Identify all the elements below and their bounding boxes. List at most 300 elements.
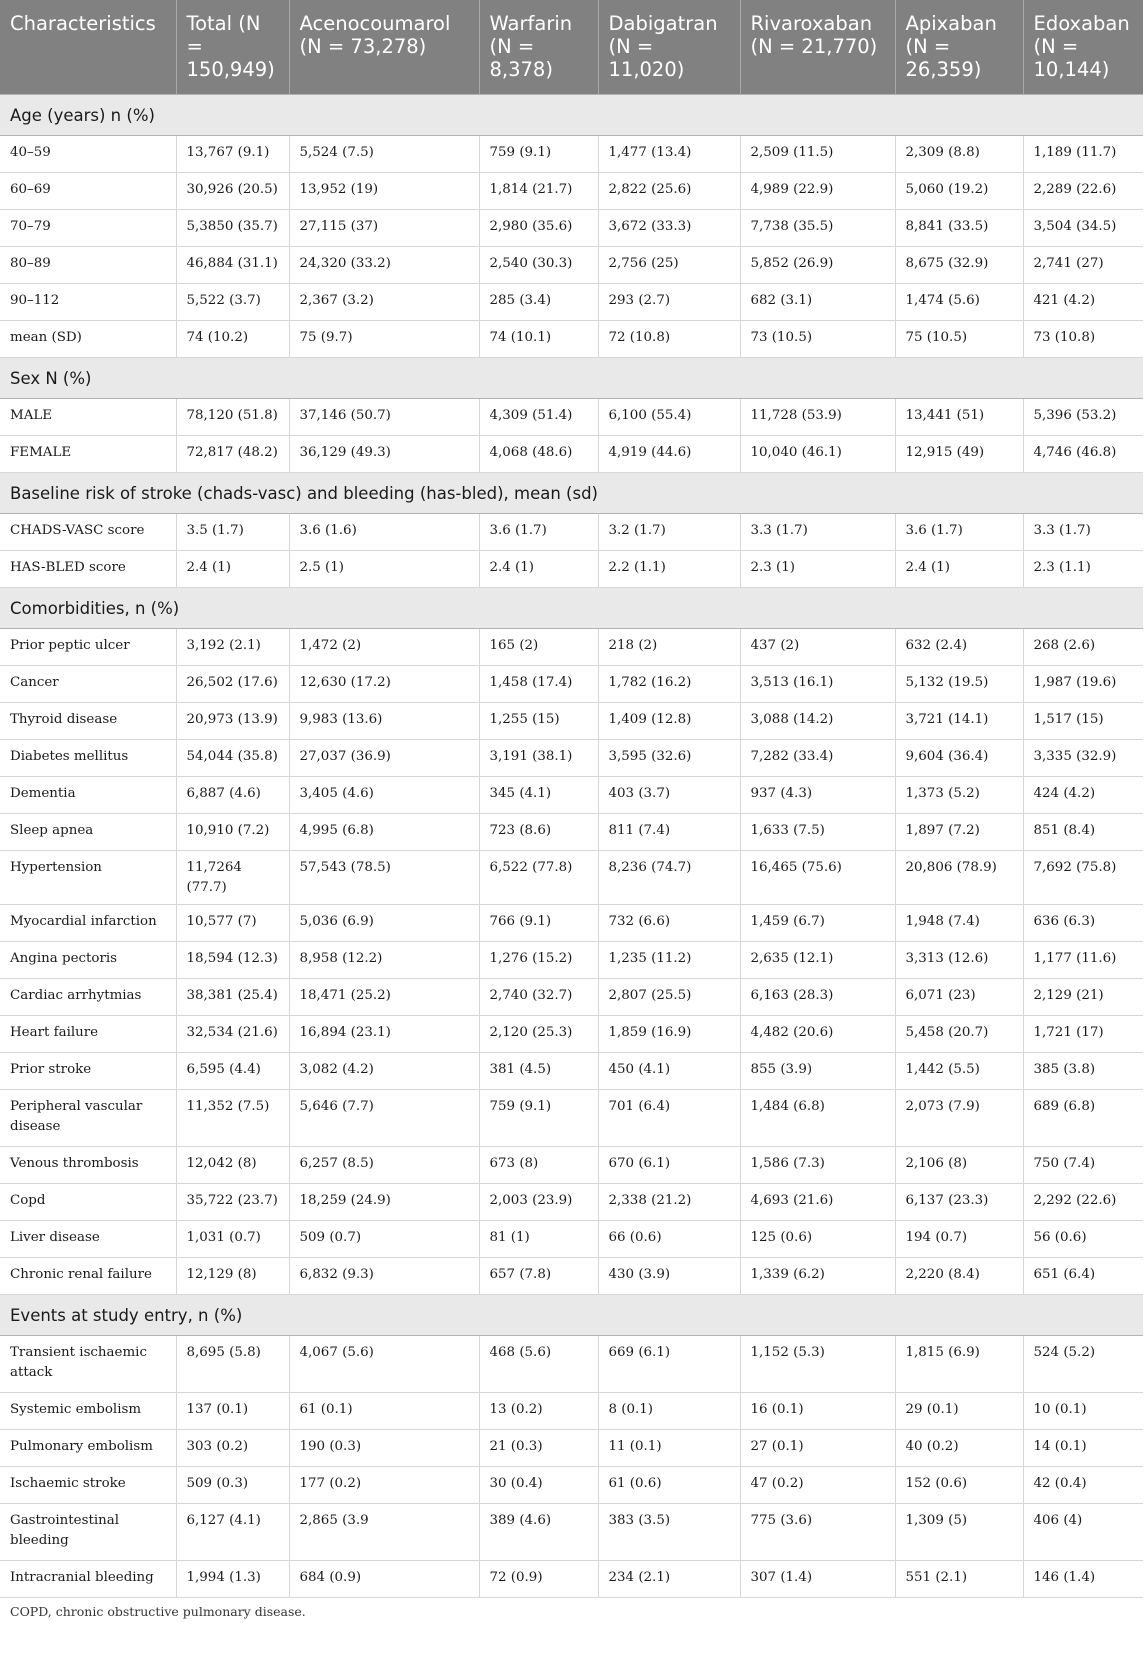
table-cell: 2.2 (1.1)	[598, 551, 740, 588]
table-cell: 5,3850 (35.7)	[176, 210, 289, 247]
table-cell: 682 (3.1)	[740, 284, 895, 321]
table-cell: 1,339 (6.2)	[740, 1258, 895, 1295]
table-cell: 2,540 (30.3)	[479, 247, 598, 284]
table-row	[0, 1184, 1143, 1221]
table-cell: 651 (6.4)	[1023, 1258, 1143, 1295]
table-cell: 2,822 (25.6)	[598, 173, 740, 210]
table-cell: 26,502 (17.6)	[176, 666, 289, 703]
table-cell: 6,595 (4.4)	[176, 1053, 289, 1090]
section-title: Events at study entry, n (%)	[0, 1295, 1143, 1336]
table-cell: 759 (9.1)	[479, 1090, 598, 1147]
table-cell: 669 (6.1)	[598, 1336, 740, 1393]
table-row	[0, 629, 1143, 666]
table-cell: 1,987 (19.6)	[1023, 666, 1143, 703]
table-cell: 3,191 (38.1)	[479, 740, 598, 777]
table-cell: 6,071 (23)	[895, 979, 1023, 1016]
table-cell: 8,675 (32.9)	[895, 247, 1023, 284]
table-cell: 10 (0.1)	[1023, 1393, 1143, 1430]
table-cell: 430 (3.9)	[598, 1258, 740, 1295]
table-cell: 8 (0.1)	[598, 1393, 740, 1430]
table-cell: 2,289 (22.6)	[1023, 173, 1143, 210]
row-label-cell: Ischaemic stroke	[0, 1467, 176, 1504]
table-cell: 10,040 (46.1)	[740, 436, 895, 473]
table-cell: 7,738 (35.5)	[740, 210, 895, 247]
table-cell: 509 (0.7)	[289, 1221, 479, 1258]
table-cell: 234 (2.1)	[598, 1561, 740, 1598]
section-title: Sex N (%)	[0, 358, 1143, 399]
table-row	[0, 1504, 1143, 1561]
table-cell: 4,746 (46.8)	[1023, 436, 1143, 473]
table-cell: 775 (3.6)	[740, 1504, 895, 1561]
table-cell: 20,973 (13.9)	[176, 703, 289, 740]
table-cell: 137 (0.1)	[176, 1393, 289, 1430]
table-cell: 855 (3.9)	[740, 1053, 895, 1090]
table-cell: 450 (4.1)	[598, 1053, 740, 1090]
table-row	[0, 814, 1143, 851]
table-cell: 759 (9.1)	[479, 136, 598, 173]
table-cell: 13,441 (51)	[895, 399, 1023, 436]
table-footnote: COPD, chronic obstructive pulmonary disease.	[10, 1604, 306, 1619]
header-row	[0, 0, 1143, 95]
row-label-cell: HAS-BLED score	[0, 551, 176, 588]
table-cell: 73 (10.8)	[1023, 321, 1143, 358]
table-cell: 732 (6.6)	[598, 905, 740, 942]
column-header-dabigatran: Dabigatran (N = 11,020)	[598, 0, 740, 95]
table-cell: 2,865 (3.9	[289, 1504, 479, 1561]
table-row	[0, 210, 1143, 247]
table-cell: 13 (0.2)	[479, 1393, 598, 1430]
row-label-cell: Diabetes mellitus	[0, 740, 176, 777]
table-cell: 2.4 (1)	[176, 551, 289, 588]
table-cell: 4,067 (5.6)	[289, 1336, 479, 1393]
table-cell: 12,129 (8)	[176, 1258, 289, 1295]
table-cell: 1,309 (5)	[895, 1504, 1023, 1561]
table-cell: 4,482 (20.6)	[740, 1016, 895, 1053]
table-cell: 1,948 (7.4)	[895, 905, 1023, 942]
table-cell: 673 (8)	[479, 1147, 598, 1184]
table-cell: 66 (0.6)	[598, 1221, 740, 1258]
table-cell: 701 (6.4)	[598, 1090, 740, 1147]
table-row	[0, 1147, 1143, 1184]
table-cell: 1,897 (7.2)	[895, 814, 1023, 851]
table-cell: 3,082 (4.2)	[289, 1053, 479, 1090]
table-cell: 307 (1.4)	[740, 1561, 895, 1598]
table-cell: 1,276 (15.2)	[479, 942, 598, 979]
table-cell: 3.6 (1.7)	[895, 514, 1023, 551]
table-cell: 13,767 (9.1)	[176, 136, 289, 173]
table-cell: 3.6 (1.7)	[479, 514, 598, 551]
column-header-total: Total (N = 150,949)	[176, 0, 289, 95]
row-label-cell: 90–112	[0, 284, 176, 321]
row-label-cell: MALE	[0, 399, 176, 436]
row-label-cell: FEMALE	[0, 436, 176, 473]
table-cell: 2,309 (8.8)	[895, 136, 1023, 173]
table-cell: 1,373 (5.2)	[895, 777, 1023, 814]
table-row	[0, 740, 1143, 777]
table-cell: 689 (6.8)	[1023, 1090, 1143, 1147]
table-cell: 2,220 (8.4)	[895, 1258, 1023, 1295]
table-cell: 46,884 (31.1)	[176, 247, 289, 284]
table-cell: 54,044 (35.8)	[176, 740, 289, 777]
table-cell: 1,442 (5.5)	[895, 1053, 1023, 1090]
table-row	[0, 551, 1143, 588]
table-cell: 3,088 (14.2)	[740, 703, 895, 740]
table-cell: 1,474 (5.6)	[895, 284, 1023, 321]
column-header-rivaroxaban: Rivaroxaban (N = 21,770)	[740, 0, 895, 95]
table-row	[0, 1221, 1143, 1258]
table-cell: 2,120 (25.3)	[479, 1016, 598, 1053]
table-cell: 12,915 (49)	[895, 436, 1023, 473]
table-cell: 285 (3.4)	[479, 284, 598, 321]
section-header-row	[0, 588, 1143, 629]
table-cell: 3,405 (4.6)	[289, 777, 479, 814]
table-cell: 75 (10.5)	[895, 321, 1023, 358]
row-label-cell: Chronic renal failure	[0, 1258, 176, 1295]
table-cell: 4,989 (22.9)	[740, 173, 895, 210]
table-cell: 11 (0.1)	[598, 1430, 740, 1467]
table-cell: 3.6 (1.6)	[289, 514, 479, 551]
table-cell: 16 (0.1)	[740, 1393, 895, 1430]
table-cell: 5,060 (19.2)	[895, 173, 1023, 210]
table-cell: 657 (7.8)	[479, 1258, 598, 1295]
table-cell: 38,381 (25.4)	[176, 979, 289, 1016]
table-row	[0, 1561, 1143, 1598]
row-label-cell: Heart failure	[0, 1016, 176, 1053]
table-cell: 851 (8.4)	[1023, 814, 1143, 851]
table-cell: 2,807 (25.5)	[598, 979, 740, 1016]
table-cell: 8,236 (74.7)	[598, 851, 740, 905]
table-cell: 3.3 (1.7)	[1023, 514, 1143, 551]
table-cell: 1,815 (6.9)	[895, 1336, 1023, 1393]
table-cell: 1,031 (0.7)	[176, 1221, 289, 1258]
table-cell: 21 (0.3)	[479, 1430, 598, 1467]
table-cell: 4,995 (6.8)	[289, 814, 479, 851]
table-cell: 7,282 (33.4)	[740, 740, 895, 777]
table-cell: 750 (7.4)	[1023, 1147, 1143, 1184]
table-cell: 1,859 (16.9)	[598, 1016, 740, 1053]
table-cell: 42 (0.4)	[1023, 1467, 1143, 1504]
table-cell: 2,003 (23.9)	[479, 1184, 598, 1221]
table-cell: 9,983 (13.6)	[289, 703, 479, 740]
table-cell: 1,235 (11.2)	[598, 942, 740, 979]
table-cell: 18,471 (25.2)	[289, 979, 479, 1016]
table-header	[0, 0, 1143, 95]
row-label-cell: Venous thrombosis	[0, 1147, 176, 1184]
table-cell: 3,513 (16.1)	[740, 666, 895, 703]
table-cell: 1,721 (17)	[1023, 1016, 1143, 1053]
table-row	[0, 1016, 1143, 1053]
row-label-cell: 70–79	[0, 210, 176, 247]
table-cell: 3,313 (12.6)	[895, 942, 1023, 979]
row-label-cell: mean (SD)	[0, 321, 176, 358]
table-cell: 3.5 (1.7)	[176, 514, 289, 551]
section-title: Age (years) n (%)	[0, 95, 1143, 136]
row-label-cell: Dementia	[0, 777, 176, 814]
table-cell: 8,695 (5.8)	[176, 1336, 289, 1393]
row-label-cell: Thyroid disease	[0, 703, 176, 740]
table-row	[0, 1467, 1143, 1504]
table-cell: 37,146 (50.7)	[289, 399, 479, 436]
table-cell: 1,814 (21.7)	[479, 173, 598, 210]
table-cell: 5,458 (20.7)	[895, 1016, 1023, 1053]
table-cell: 345 (4.1)	[479, 777, 598, 814]
table-row	[0, 247, 1143, 284]
table-cell: 303 (0.2)	[176, 1430, 289, 1467]
table-cell: 268 (2.6)	[1023, 629, 1143, 666]
table-cell: 2,756 (25)	[598, 247, 740, 284]
table-cell: 4,919 (44.6)	[598, 436, 740, 473]
table-cell: 2.4 (1)	[895, 551, 1023, 588]
table-cell: 421 (4.2)	[1023, 284, 1143, 321]
table-row	[0, 321, 1143, 358]
table-cell: 18,594 (12.3)	[176, 942, 289, 979]
table-cell: 424 (4.2)	[1023, 777, 1143, 814]
row-label-cell: Intracranial bleeding	[0, 1561, 176, 1598]
table-cell: 47 (0.2)	[740, 1467, 895, 1504]
row-label-cell: CHADS-VASC score	[0, 514, 176, 551]
table-cell: 383 (3.5)	[598, 1504, 740, 1561]
table-cell: 437 (2)	[740, 629, 895, 666]
table-cell: 6,832 (9.3)	[289, 1258, 479, 1295]
table-cell: 3,595 (32.6)	[598, 740, 740, 777]
table-cell: 4,068 (48.6)	[479, 436, 598, 473]
section-header-row	[0, 473, 1143, 514]
row-label-cell: Cancer	[0, 666, 176, 703]
table-cell: 5,132 (19.5)	[895, 666, 1023, 703]
table-cell: 5,036 (6.9)	[289, 905, 479, 942]
row-label-cell: Transient ischaemic attack	[0, 1336, 176, 1393]
table-cell: 2,129 (21)	[1023, 979, 1143, 1016]
table-row	[0, 436, 1143, 473]
table-cell: 8,841 (33.5)	[895, 210, 1023, 247]
table-cell: 1,633 (7.5)	[740, 814, 895, 851]
table-row	[0, 1336, 1143, 1393]
column-header-apixaban: Apixaban (N = 26,359)	[895, 0, 1023, 95]
table-cell: 61 (0.1)	[289, 1393, 479, 1430]
table-cell: 636 (6.3)	[1023, 905, 1143, 942]
table-cell: 12,630 (17.2)	[289, 666, 479, 703]
table-cell: 293 (2.7)	[598, 284, 740, 321]
table-cell: 36,129 (49.3)	[289, 436, 479, 473]
row-label-cell: Prior stroke	[0, 1053, 176, 1090]
row-label-cell: 60–69	[0, 173, 176, 210]
table-cell: 16,465 (75.6)	[740, 851, 895, 905]
table-cell: 1,459 (6.7)	[740, 905, 895, 942]
column-header-characteristics: Characteristics	[0, 0, 176, 95]
table-cell: 29 (0.1)	[895, 1393, 1023, 1430]
table-cell: 177 (0.2)	[289, 1467, 479, 1504]
row-label-cell: Gastrointestinal bleeding	[0, 1504, 176, 1561]
table-cell: 1,152 (5.3)	[740, 1336, 895, 1393]
table-row	[0, 173, 1143, 210]
table-row	[0, 942, 1143, 979]
section-title: Comorbidities, n (%)	[0, 588, 1143, 629]
table-row	[0, 851, 1143, 905]
table-cell: 937 (4.3)	[740, 777, 895, 814]
table-cell: 72 (0.9)	[479, 1561, 598, 1598]
table-cell: 3,192 (2.1)	[176, 629, 289, 666]
table-cell: 2.5 (1)	[289, 551, 479, 588]
table-cell: 551 (2.1)	[895, 1561, 1023, 1598]
table-cell: 18,259 (24.9)	[289, 1184, 479, 1221]
table-cell: 1,255 (15)	[479, 703, 598, 740]
row-label-cell: Prior peptic ulcer	[0, 629, 176, 666]
table-cell: 6,127 (4.1)	[176, 1504, 289, 1561]
row-label-cell: Liver disease	[0, 1221, 176, 1258]
table-cell: 40 (0.2)	[895, 1430, 1023, 1467]
column-header-edoxaban: Edoxaban (N = 10,144)	[1023, 0, 1143, 95]
table-row	[0, 1393, 1143, 1430]
row-label-cell: Copd	[0, 1184, 176, 1221]
table-cell: 6,257 (8.5)	[289, 1147, 479, 1184]
table-cell: 2,367 (3.2)	[289, 284, 479, 321]
table-cell: 75 (9.7)	[289, 321, 479, 358]
section-title: Baseline risk of stroke (chads-vasc) and bleeding (has-bled), mean (sd)	[0, 473, 1143, 514]
table-cell: 9,604 (36.4)	[895, 740, 1023, 777]
table-cell: 72,817 (48.2)	[176, 436, 289, 473]
table-cell: 6,163 (28.3)	[740, 979, 895, 1016]
table-cell: 152 (0.6)	[895, 1467, 1023, 1504]
table-cell: 2,338 (21.2)	[598, 1184, 740, 1221]
table-cell: 2,635 (12.1)	[740, 942, 895, 979]
table-cell: 27 (0.1)	[740, 1430, 895, 1467]
table-cell: 1,472 (2)	[289, 629, 479, 666]
table-cell: 1,458 (17.4)	[479, 666, 598, 703]
table-cell: 12,042 (8)	[176, 1147, 289, 1184]
table-cell: 190 (0.3)	[289, 1430, 479, 1467]
table-cell: 1,484 (6.8)	[740, 1090, 895, 1147]
row-label-cell: Hypertension	[0, 851, 176, 905]
table-cell: 30,926 (20.5)	[176, 173, 289, 210]
table-cell: 14 (0.1)	[1023, 1430, 1143, 1467]
row-label-cell: Peripheral vascular disease	[0, 1090, 176, 1147]
section-header-row	[0, 1295, 1143, 1336]
table-cell: 670 (6.1)	[598, 1147, 740, 1184]
table-cell: 3,721 (14.1)	[895, 703, 1023, 740]
table-cell: 1,477 (13.4)	[598, 136, 740, 173]
table-cell: 74 (10.2)	[176, 321, 289, 358]
table-cell: 5,646 (7.7)	[289, 1090, 479, 1147]
table-cell: 524 (5.2)	[1023, 1336, 1143, 1393]
row-label-cell: Cardiac arrhytmias	[0, 979, 176, 1016]
table-cell: 11,352 (7.5)	[176, 1090, 289, 1147]
table-cell: 1,177 (11.6)	[1023, 942, 1143, 979]
column-header-warfarin: Warfarin (N = 8,378)	[479, 0, 598, 95]
table-cell: 2,292 (22.6)	[1023, 1184, 1143, 1221]
table-cell: 11,7264 (77.7)	[176, 851, 289, 905]
table-cell: 30 (0.4)	[479, 1467, 598, 1504]
table-cell: 2.3 (1.1)	[1023, 551, 1143, 588]
table-cell: 2,741 (27)	[1023, 247, 1143, 284]
row-label-cell: Sleep apnea	[0, 814, 176, 851]
table-cell: 5,522 (3.7)	[176, 284, 289, 321]
table-cell: 61 (0.6)	[598, 1467, 740, 1504]
table-cell: 1,782 (16.2)	[598, 666, 740, 703]
table-cell: 27,115 (37)	[289, 210, 479, 247]
table-cell: 73 (10.5)	[740, 321, 895, 358]
table-cell: 1,409 (12.8)	[598, 703, 740, 740]
table-cell: 6,887 (4.6)	[176, 777, 289, 814]
table-row	[0, 777, 1143, 814]
table-cell: 72 (10.8)	[598, 321, 740, 358]
table-cell: 385 (3.8)	[1023, 1053, 1143, 1090]
table-cell: 389 (4.6)	[479, 1504, 598, 1561]
table-row	[0, 1090, 1143, 1147]
table-cell: 5,524 (7.5)	[289, 136, 479, 173]
table-row	[0, 703, 1143, 740]
table-cell: 2,980 (35.6)	[479, 210, 598, 247]
row-label-cell: 40–59	[0, 136, 176, 173]
row-label-cell: Myocardial infarction	[0, 905, 176, 942]
table-row	[0, 979, 1143, 1016]
table-cell: 5,396 (53.2)	[1023, 399, 1143, 436]
section-header-row	[0, 95, 1143, 136]
table-cell: 6,100 (55.4)	[598, 399, 740, 436]
table-cell: 20,806 (78.9)	[895, 851, 1023, 905]
section-header-row	[0, 358, 1143, 399]
table-cell: 35,722 (23.7)	[176, 1184, 289, 1221]
table-cell: 1,586 (7.3)	[740, 1147, 895, 1184]
table-cell: 3,335 (32.9)	[1023, 740, 1143, 777]
table-row	[0, 666, 1143, 703]
table-cell: 2.4 (1)	[479, 551, 598, 588]
table-cell: 57,543 (78.5)	[289, 851, 479, 905]
table-cell: 3.3 (1.7)	[740, 514, 895, 551]
table-cell: 2,509 (11.5)	[740, 136, 895, 173]
table-cell: 4,309 (51.4)	[479, 399, 598, 436]
table-row	[0, 1258, 1143, 1295]
table-cell: 1,994 (1.3)	[176, 1561, 289, 1598]
table-row	[0, 1053, 1143, 1090]
row-label-cell: Angina pectoris	[0, 942, 176, 979]
table-cell: 811 (7.4)	[598, 814, 740, 851]
table-cell: 6,522 (77.8)	[479, 851, 598, 905]
table-cell: 684 (0.9)	[289, 1561, 479, 1598]
table-cell: 3.2 (1.7)	[598, 514, 740, 551]
table-cell: 7,692 (75.8)	[1023, 851, 1143, 905]
table-cell: 468 (5.6)	[479, 1336, 598, 1393]
table-cell: 3,672 (33.3)	[598, 210, 740, 247]
table-cell: 16,894 (23.1)	[289, 1016, 479, 1053]
table-cell: 2,106 (8)	[895, 1147, 1023, 1184]
table-body	[0, 95, 1143, 1598]
table-cell: 146 (1.4)	[1023, 1561, 1143, 1598]
table-cell: 74 (10.1)	[479, 321, 598, 358]
table-row	[0, 399, 1143, 436]
table-cell: 2.3 (1)	[740, 551, 895, 588]
table-cell: 10,910 (7.2)	[176, 814, 289, 851]
row-label-cell: Pulmonary embolism	[0, 1430, 176, 1467]
table-cell: 8,958 (12.2)	[289, 942, 479, 979]
table-cell: 2,740 (32.7)	[479, 979, 598, 1016]
table-row	[0, 1430, 1143, 1467]
table-cell: 32,534 (21.6)	[176, 1016, 289, 1053]
table-cell: 11,728 (53.9)	[740, 399, 895, 436]
column-header-acenocoumarol: Acenocoumarol (N = 73,278)	[289, 0, 479, 95]
table-cell: 723 (8.6)	[479, 814, 598, 851]
table-row	[0, 905, 1143, 942]
table-cell: 10,577 (7)	[176, 905, 289, 942]
table-row	[0, 514, 1143, 551]
table-cell: 766 (9.1)	[479, 905, 598, 942]
table-cell: 218 (2)	[598, 629, 740, 666]
table-cell: 632 (2.4)	[895, 629, 1023, 666]
table-cell: 3,504 (34.5)	[1023, 210, 1143, 247]
table-cell: 381 (4.5)	[479, 1053, 598, 1090]
table-cell: 13,952 (19)	[289, 173, 479, 210]
table-cell: 5,852 (26.9)	[740, 247, 895, 284]
table-cell: 78,120 (51.8)	[176, 399, 289, 436]
